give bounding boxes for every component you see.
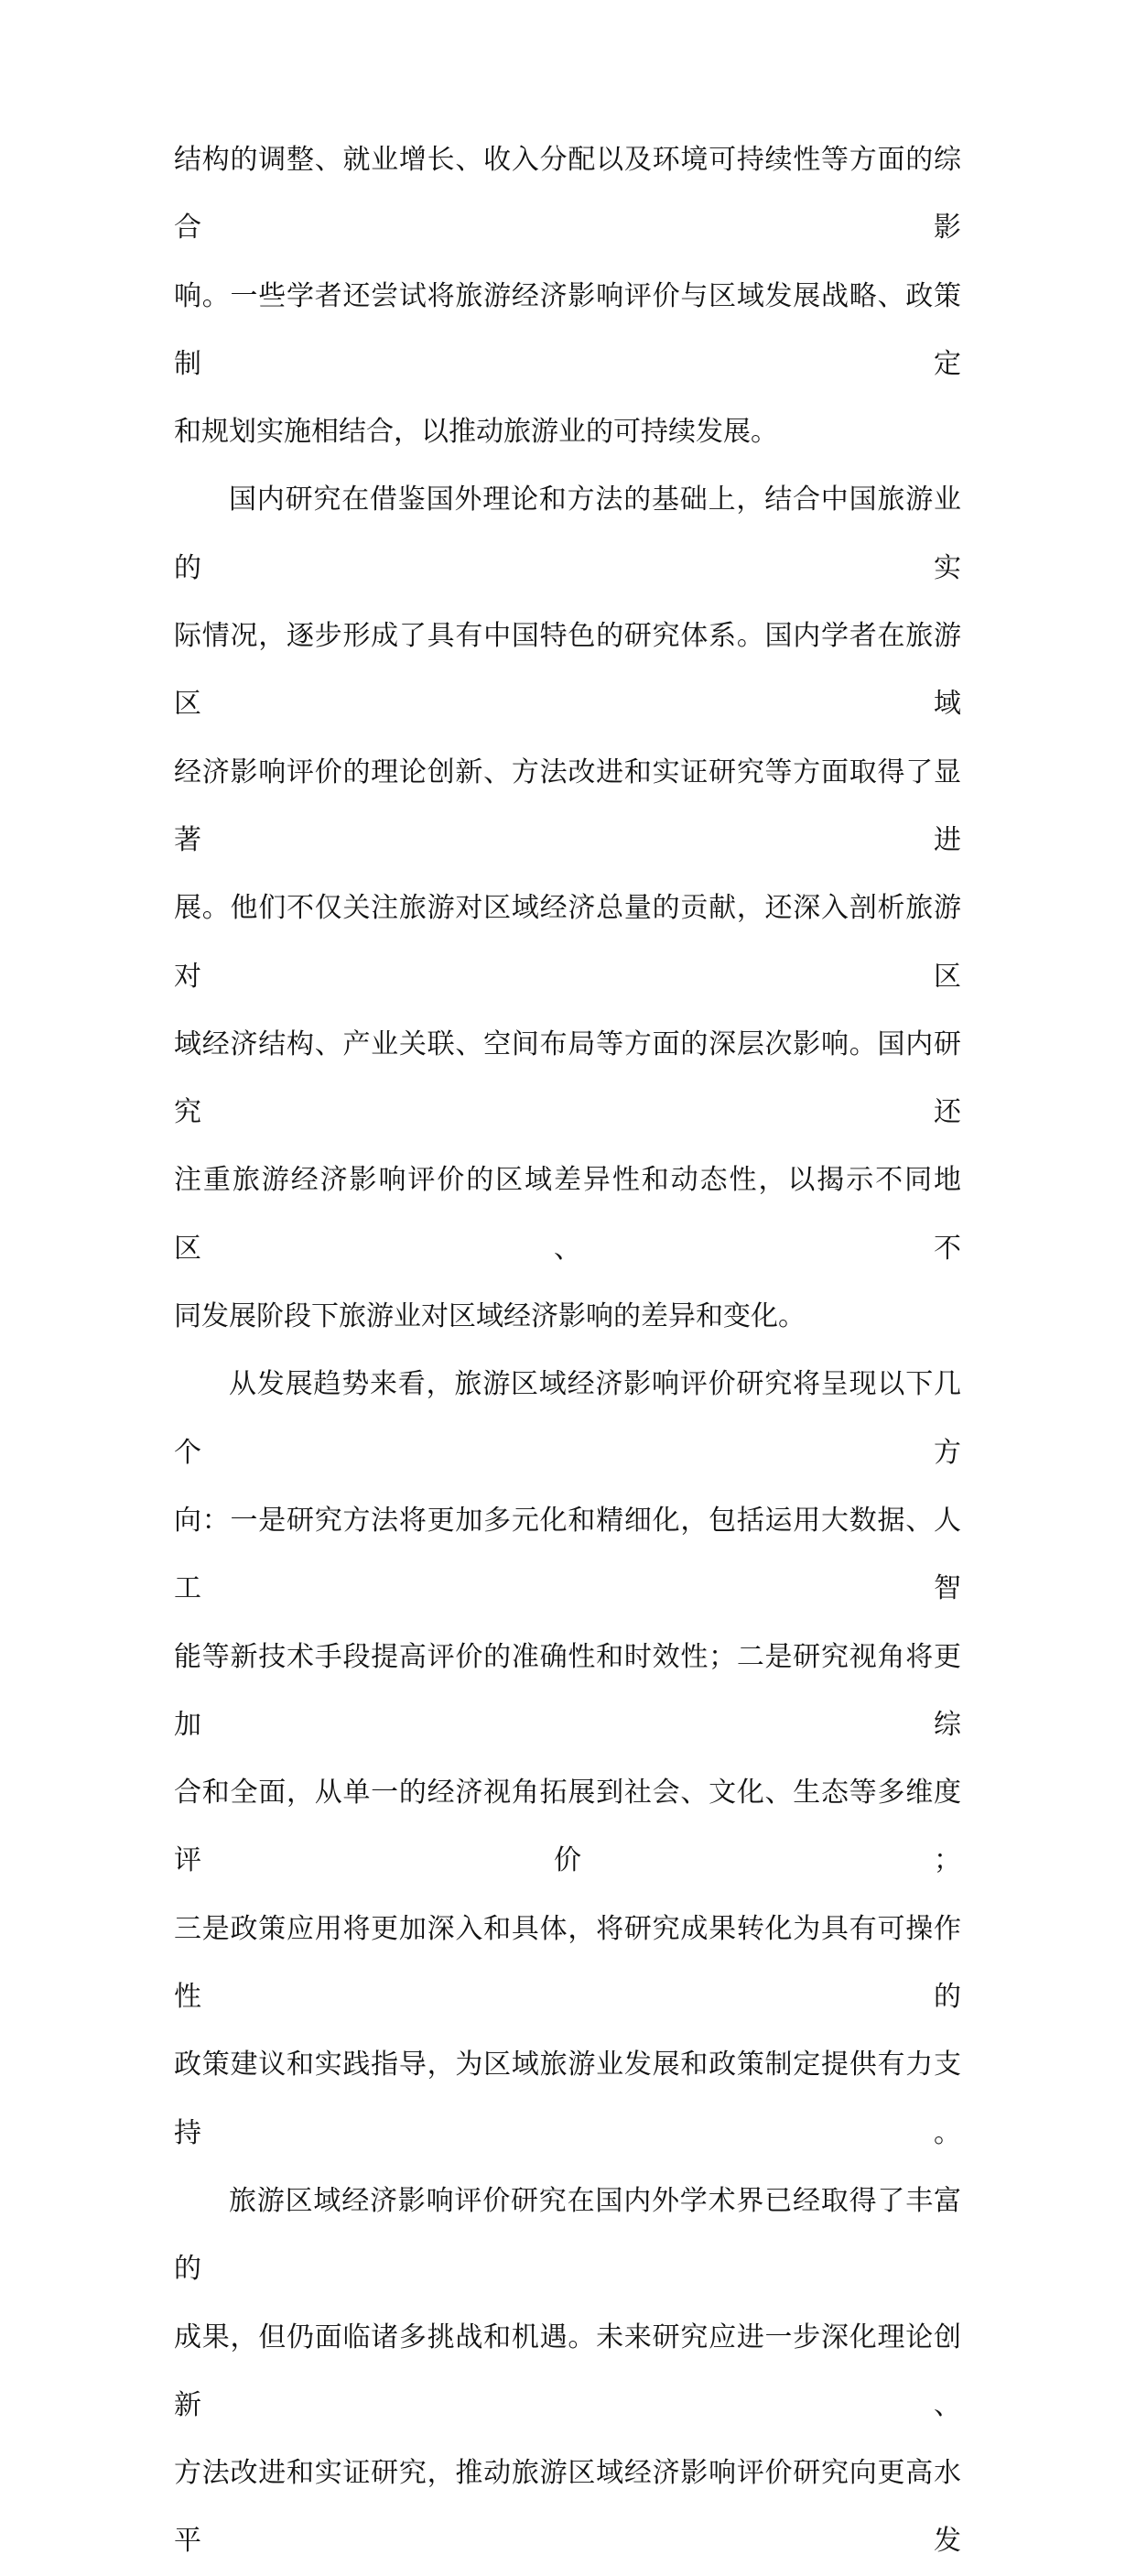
text-line: 域经济结构、产业关联、空间布局等方面的深层次影响。国内研究还	[174, 1027, 961, 1129]
text-line: 际情况，逐步形成了具有中国特色的研究体系。国内学者在旅游区域	[174, 620, 961, 721]
text-line: 能等新技术手段提高评价的准确性和时效性；二是研究视角将更加综	[174, 1640, 961, 1741]
text-line: 和规划实施相结合，以推动旅游业的可持续发展。	[174, 416, 778, 449]
paragraph-2	[174, 466, 961, 1351]
text-line: 响。一些学者还尝试将旅游经济影响评价与区域发展战略、政策制定	[174, 279, 961, 380]
text-line: 注重旅游经济影响评价的区域差异性和动态性，以揭示不同地区、不	[174, 1164, 961, 1265]
text-line: 三是政策应用将更加深入和具体，将研究成果转化为具有可操作性的	[174, 1912, 961, 2014]
text-line: 政策建议和实践指导，为区域旅游业发展和政策制定提供有力支持。	[174, 2049, 961, 2149]
paragraph-1	[174, 126, 961, 466]
text-line: 方法改进和实证研究，推动旅游区域经济影响评价研究向更高水平发	[174, 2457, 961, 2558]
text-line: 向：一是研究方法将更加多元化和精细化，包括运用大数据、人工智	[174, 1504, 961, 1605]
body-text	[174, 126, 961, 2576]
paragraph-3	[174, 1351, 961, 2168]
text-line: 结构的调整、就业增长、收入分配以及环境可持续性等方面的综合影	[174, 144, 961, 245]
paragraph-4	[174, 2168, 961, 2576]
text-line: 同发展阶段下旅游业对区域经济影响的差异和变化。	[174, 1300, 806, 1333]
text-line: 展。他们不仅关注旅游对区域经济总量的贡献，还深入剖析旅游对区	[174, 892, 961, 993]
text-line: 成果，但仍面临诸多挑战和机遇。未来研究应进一步深化理论创新、	[174, 2321, 961, 2421]
text-line: 从发展趋势来看，旅游区域经济影响评价研究将呈现以下几个方	[174, 1368, 961, 1469]
text-line: 旅游区域经济影响评价研究在国内外学术界已经取得了丰富的	[174, 2184, 961, 2286]
text-line: 国内研究在借鉴国外理论和方法的基础上，结合中国旅游业的实	[174, 484, 961, 584]
text-line: 经济影响评价的理论创新、方法改进和实证研究等方面取得了显著进	[174, 755, 961, 856]
text-line: 合和全面，从单一的经济视角拓展到社会、文化、生态等多维度评价；	[174, 1777, 961, 1877]
